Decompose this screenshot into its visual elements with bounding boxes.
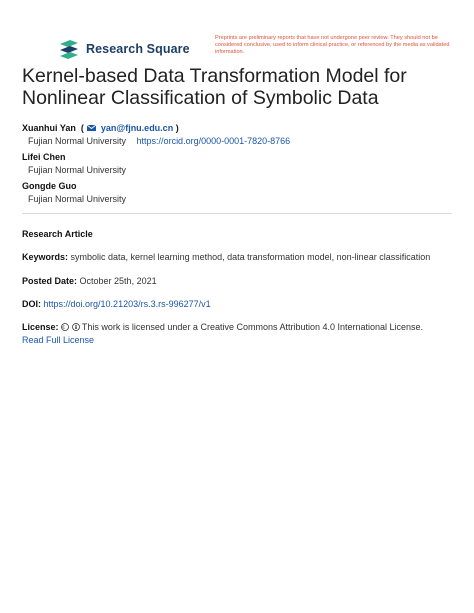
author-entry	[22, 150, 462, 177]
doi-link[interactable]: https://doi.org/10.21203/rs.3.rs-996277/v1	[43, 299, 211, 309]
author-list	[22, 121, 462, 208]
read-full-license-link[interactable]: Read Full License	[22, 335, 95, 345]
license-label: License:	[22, 322, 59, 332]
research-square-logo-icon	[58, 38, 80, 60]
envelope-icon	[87, 125, 96, 131]
author-email-link[interactable]: yan@fjnu.edu.cn	[100, 123, 174, 133]
research-square-logo[interactable]	[58, 38, 190, 60]
author-entry	[22, 179, 462, 206]
preprint-notice: Preprints are preliminary reports that have not undergone peer review. They should not be considered conclusive, used to inform clinical practice, or referenced by the media as validated information.	[215, 35, 450, 55]
author-affiliation: Fujian Normal University	[28, 165, 127, 175]
orcid-link[interactable]: https://orcid.org/0000-0001-7820-8766	[136, 136, 291, 146]
keywords-label: Keywords:	[22, 252, 69, 262]
doi-row	[22, 298, 462, 311]
author-name: Xuanhui Yan	[22, 123, 76, 133]
article-type: Research Article	[22, 229, 93, 239]
keywords-value: symbolic data, kernel learning method, data transformation model, non-linear classification	[70, 252, 431, 262]
doi-label: DOI:	[22, 299, 41, 309]
author-name: Lifei Chen	[22, 152, 66, 162]
creative-commons-icon	[61, 323, 69, 331]
posted-date-label: Posted Date:	[22, 276, 78, 286]
posted-date-value: October 25th, 2021	[79, 276, 157, 286]
author-affiliation: Fujian Normal University	[28, 194, 127, 204]
author-entry: Xuanhui Yan ( yan@fjnu.edu.cn ) Fujian Normal University https://orcid.org/0000-0001-7820-8766	[22, 123, 291, 146]
section-divider	[22, 213, 452, 214]
posted-date-row	[22, 275, 462, 288]
license-row	[22, 321, 462, 347]
license-text: This work is licensed under a Creative Commons Attribution 4.0 International License.	[81, 322, 424, 332]
header	[58, 36, 456, 66]
author-affiliation: Fujian Normal University	[28, 136, 127, 146]
paper-title: Kernel-based Data Transformation Model for Nonlinear Classification of Symbolic Data	[22, 65, 407, 109]
attribution-icon	[72, 323, 80, 331]
keywords-row	[22, 251, 462, 264]
author-name: Gongde Guo	[22, 181, 77, 191]
brand-name: Research Square	[86, 42, 190, 56]
